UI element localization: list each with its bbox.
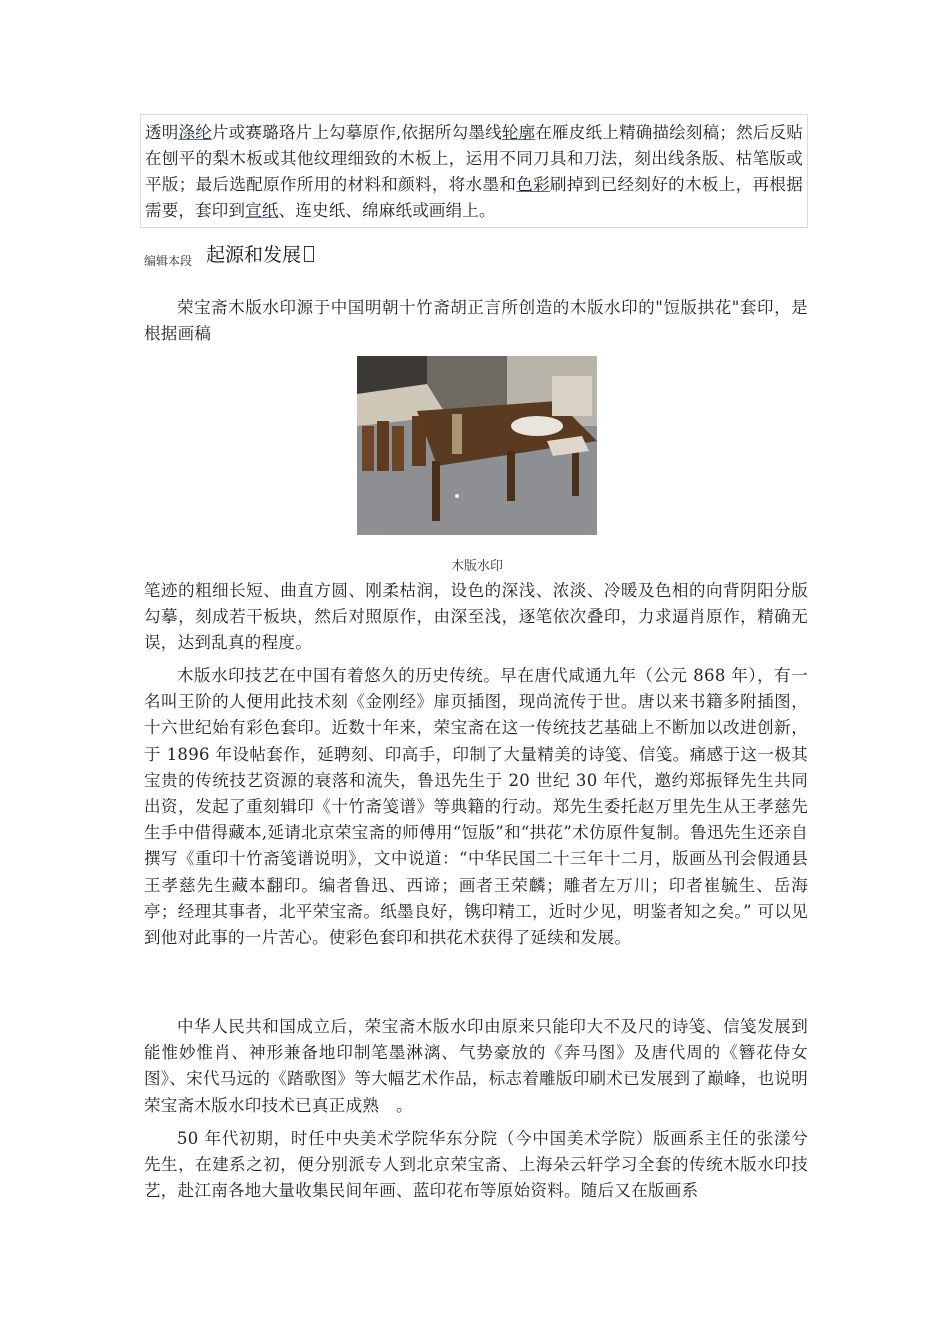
link-color[interactable]: 色彩	[516, 175, 551, 194]
woodblock-printing-photo	[357, 356, 597, 535]
section-title	[206, 240, 314, 267]
paragraph-1950s: 50 年代初期，时任中央美术学院华东分院（今中国美术学院）版画系主任的张漾兮先生，在建系之初，便分别派专人到北京荣宝斋、上海朵云轩学习全套的传统木版水印技艺，赴江南各地大量收集民间年画、蓝印花布等原始资料。随后又在版画系	[144, 1129, 808, 1201]
missing-glyph-icon	[304, 246, 314, 262]
intro-box	[140, 114, 808, 228]
section-heading-row	[144, 238, 808, 268]
link-outline[interactable]: 轮廓	[501, 123, 536, 142]
photo-caption: 木版水印	[450, 559, 503, 574]
section-title-text: 起源和发展	[206, 244, 302, 266]
workbench-photo-illustration	[357, 356, 597, 535]
intro-text-part: 在雁皮纸上精确描绘刻稿；然后反贴在刨平的梨木板或其他纹理细致的木板上，运用不同刀具和刀法，刻出线条版、枯笔版或平版；最后选配原作所用的材料和颜料，将水墨和	[145, 123, 803, 194]
intro-text-part: 透明	[145, 123, 179, 142]
paragraph-origin: 荣宝斋木版水印源于中国明朝十竹斋胡正言所创造的木版水印的"饾版拱花"套印，是根据画稿	[144, 298, 808, 344]
paragraph-prc: 中华人民共和国成立后，荣宝斋木版水印由原来只能印大不及尺的诗笺、信笺发展到能惟妙惟肖、神形兼备地印制笔墨淋漓、气势豪放的《奔马图》及唐代周的《簪花侍女图》、宋代马远的《踏歌图》等大幅艺术作品，标志着雕版印刷术已发展到了巅峰，也说明荣宝斋木版水印技术已真正成熟 。	[144, 1017, 808, 1115]
link-xuan-paper[interactable]: 宣纸	[245, 201, 279, 220]
intro-text-part: 、连史纸、绵麻纸或画绢上。	[278, 201, 496, 220]
intro-text	[145, 120, 803, 224]
paragraph-history: 木版水印技艺在中国有着悠久的历史传统。早在唐代咸通九年（公元 868 年），有一名叫王阶的人便用此技术刻《金刚经》扉页插图，现尚流传于世。唐以来书籍多附插图，十六世纪始有彩色套印。近数十年来，荣宝斋在这一传统技艺基础上不断加以改进创新，于 1896 年设帖套作，延聘刻、印高手，印制了大量精美的诗笺、信笺。痛感于这一极其宝贵的传统技艺资源的衰落和流失，鲁迅先生于 20 世纪 30 年代，邀约郑振铎先生共同出资，发起了重刻辑印《十竹斋笺谱》等典籍的行动。郑先生委托赵万里先生从王孝慈先生手中借得藏本,延请北京荣宝斋的师傅用“饾版”和“拱花”术仿原件复制。鲁迅先生还亲自撰写《重印十竹斋笺谱说明》，文中说道：“中华民国二十三年十二月，版画丛刊会假通县王孝慈先生藏本翻印。编者鲁迅、西谛；画者王荣麟；雕者左万川；印者崔毓生、岳海亭；经理其事者，北平荣宝斋。纸墨良好，镌印精工，近时少见，明鉴者知之矣。” 可以见到他对此事的一片苦心。使彩色套印和拱花术获得了延续和发展。	[144, 666, 808, 948]
intro-text-part: 片或赛璐珞片上勾摹原作,依据所勾墨线	[211, 123, 502, 142]
link-dacron[interactable]: 涤纶	[178, 123, 212, 142]
edit-section-link[interactable]: 编辑本段	[144, 254, 193, 268]
paragraph-technique: 笔迹的粗细长短、曲直方圆、刚柔枯润，设色的深浅、浓淡、冷暖及色相的向背阴阳分版勾摹，刻成若干板块，然后对照原作，由深至浅，逐笔依次叠印，力求逼肖原作，精确无误，达到乱真的程度。	[144, 581, 808, 653]
intro-text-part: 刷掉到已经刻好的木板上，再根据需要，套印到	[145, 175, 804, 220]
